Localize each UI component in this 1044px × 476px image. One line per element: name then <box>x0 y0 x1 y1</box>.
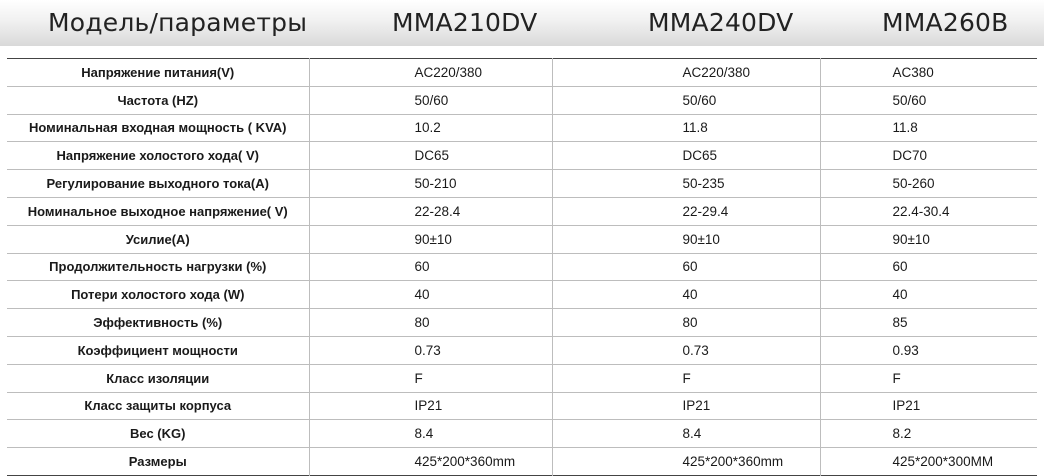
table-row <box>7 309 1037 337</box>
value-model-3 <box>820 225 1037 253</box>
spec-table <box>7 58 1037 476</box>
param-name: Класс изоляции <box>7 364 309 392</box>
value-model-3 <box>820 170 1037 198</box>
value-model-2 <box>552 392 820 420</box>
value-model-1 <box>309 142 552 170</box>
value-text: 8.4 <box>682 426 702 442</box>
value-model-2 <box>552 170 820 198</box>
table-row <box>7 253 1037 281</box>
header-model-3: MMA260B <box>882 8 1009 37</box>
table-row <box>7 170 1037 198</box>
value-model-1 <box>309 253 552 281</box>
value-model-1 <box>309 86 552 114</box>
header-model-1: MMA210DV <box>392 8 538 37</box>
value-model-1 <box>309 281 552 309</box>
table-row <box>7 281 1037 309</box>
value-text: AC220/380 <box>682 64 751 80</box>
value-model-3 <box>820 420 1037 448</box>
value-text: 425*200*300MM <box>892 454 994 470</box>
value-model-3 <box>820 336 1037 364</box>
value-text: AC220/380 <box>414 64 483 80</box>
table-row <box>7 197 1037 225</box>
table-row <box>7 336 1037 364</box>
value-text: 22-29.4 <box>682 203 729 219</box>
value-text: 40 <box>682 287 698 303</box>
param-name: Регулирование выходного тока(A) <box>7 170 309 198</box>
value-model-1 <box>309 114 552 142</box>
value-text: 8.4 <box>414 426 434 442</box>
table-row <box>7 59 1037 87</box>
value-text: 80 <box>414 315 430 331</box>
value-text: 50-260 <box>892 176 935 192</box>
param-name: Напряжение холостого хода( V) <box>7 142 309 170</box>
value-text: 60 <box>414 259 430 275</box>
value-text: 40 <box>892 287 908 303</box>
value-model-3 <box>820 86 1037 114</box>
value-text: F <box>414 370 423 386</box>
value-model-1 <box>309 59 552 87</box>
value-text: 90±10 <box>682 231 720 247</box>
value-text: 50/60 <box>892 92 927 108</box>
value-model-2 <box>552 253 820 281</box>
value-text: 22.4-30.4 <box>892 203 950 219</box>
value-model-2 <box>552 59 820 87</box>
value-model-1 <box>309 225 552 253</box>
table-row <box>7 142 1037 170</box>
value-text: 50-210 <box>414 176 457 192</box>
value-model-1 <box>309 448 552 476</box>
value-text: 90±10 <box>414 231 452 247</box>
value-text: 40 <box>414 287 430 303</box>
value-model-2 <box>552 86 820 114</box>
value-model-1 <box>309 170 552 198</box>
value-text: IP21 <box>892 398 921 414</box>
param-name: Потери холостого хода (W) <box>7 281 309 309</box>
param-name: Номинальная входная мощность ( KVA) <box>7 114 309 142</box>
value-model-3 <box>820 309 1037 337</box>
value-model-1 <box>309 197 552 225</box>
param-name: Номинальное выходное напряжение( V) <box>7 197 309 225</box>
value-text: 90±10 <box>892 231 930 247</box>
value-model-3 <box>820 364 1037 392</box>
param-name: Эффективность (%) <box>7 309 309 337</box>
value-text: DC65 <box>682 148 718 164</box>
value-model-2 <box>552 364 820 392</box>
value-model-1 <box>309 336 552 364</box>
value-model-1 <box>309 364 552 392</box>
value-model-1 <box>309 420 552 448</box>
value-text: 0.73 <box>414 342 441 358</box>
value-text: 425*200*360mm <box>682 454 784 470</box>
param-name: Вес (KG) <box>7 420 309 448</box>
value-text: 0.73 <box>682 342 709 358</box>
spec-table-body <box>7 59 1037 476</box>
value-text: 50-235 <box>682 176 725 192</box>
value-model-3 <box>820 142 1037 170</box>
value-text: 0.93 <box>892 342 919 358</box>
value-model-3 <box>820 281 1037 309</box>
value-text: 425*200*360mm <box>414 454 516 470</box>
table-row <box>7 86 1037 114</box>
value-model-2 <box>552 448 820 476</box>
table-row <box>7 392 1037 420</box>
param-name: Класс защиты корпуса <box>7 392 309 420</box>
value-model-2 <box>552 225 820 253</box>
value-text: AC380 <box>892 64 934 80</box>
value-text: 50/60 <box>414 92 449 108</box>
table-row <box>7 225 1037 253</box>
value-model-2 <box>552 420 820 448</box>
value-model-3 <box>820 197 1037 225</box>
value-text: 10.2 <box>414 120 441 136</box>
value-model-1 <box>309 392 552 420</box>
value-model-2 <box>552 114 820 142</box>
value-text: 80 <box>682 315 698 331</box>
value-model-2 <box>552 309 820 337</box>
table-row <box>7 114 1037 142</box>
value-text: 11.8 <box>892 120 918 136</box>
value-text: F <box>682 370 691 386</box>
value-text: 50/60 <box>682 92 717 108</box>
header-param-label: Модель/параметры <box>48 8 308 37</box>
value-model-3 <box>820 253 1037 281</box>
table-row <box>7 448 1037 476</box>
value-text: 60 <box>892 259 908 275</box>
value-model-3 <box>820 114 1037 142</box>
table-row <box>7 364 1037 392</box>
param-name: Усилие(A) <box>7 225 309 253</box>
value-text: 8.2 <box>892 426 912 442</box>
value-model-2 <box>552 336 820 364</box>
param-name: Коэффициент мощности <box>7 336 309 364</box>
param-name: Частота (HZ) <box>7 86 309 114</box>
value-model-3 <box>820 59 1037 87</box>
table-header-bar <box>0 0 1044 46</box>
value-text: F <box>892 370 901 386</box>
param-name: Напряжение питания(V) <box>7 59 309 87</box>
value-text: DC70 <box>892 148 928 164</box>
header-model-2: MMA240DV <box>648 8 794 37</box>
value-text: 22-28.4 <box>414 203 461 219</box>
param-name: Размеры <box>7 448 309 476</box>
param-name: Продолжительность нагрузки (%) <box>7 253 309 281</box>
table-row <box>7 420 1037 448</box>
value-text: 85 <box>892 315 908 331</box>
value-model-2 <box>552 281 820 309</box>
value-model-3 <box>820 448 1037 476</box>
value-text: IP21 <box>414 398 443 414</box>
value-text: DC65 <box>414 148 450 164</box>
value-text: 11.8 <box>682 120 708 136</box>
value-model-2 <box>552 142 820 170</box>
value-model-1 <box>309 309 552 337</box>
value-text: IP21 <box>682 398 711 414</box>
value-text: 60 <box>682 259 698 275</box>
value-model-2 <box>552 197 820 225</box>
value-model-3 <box>820 392 1037 420</box>
